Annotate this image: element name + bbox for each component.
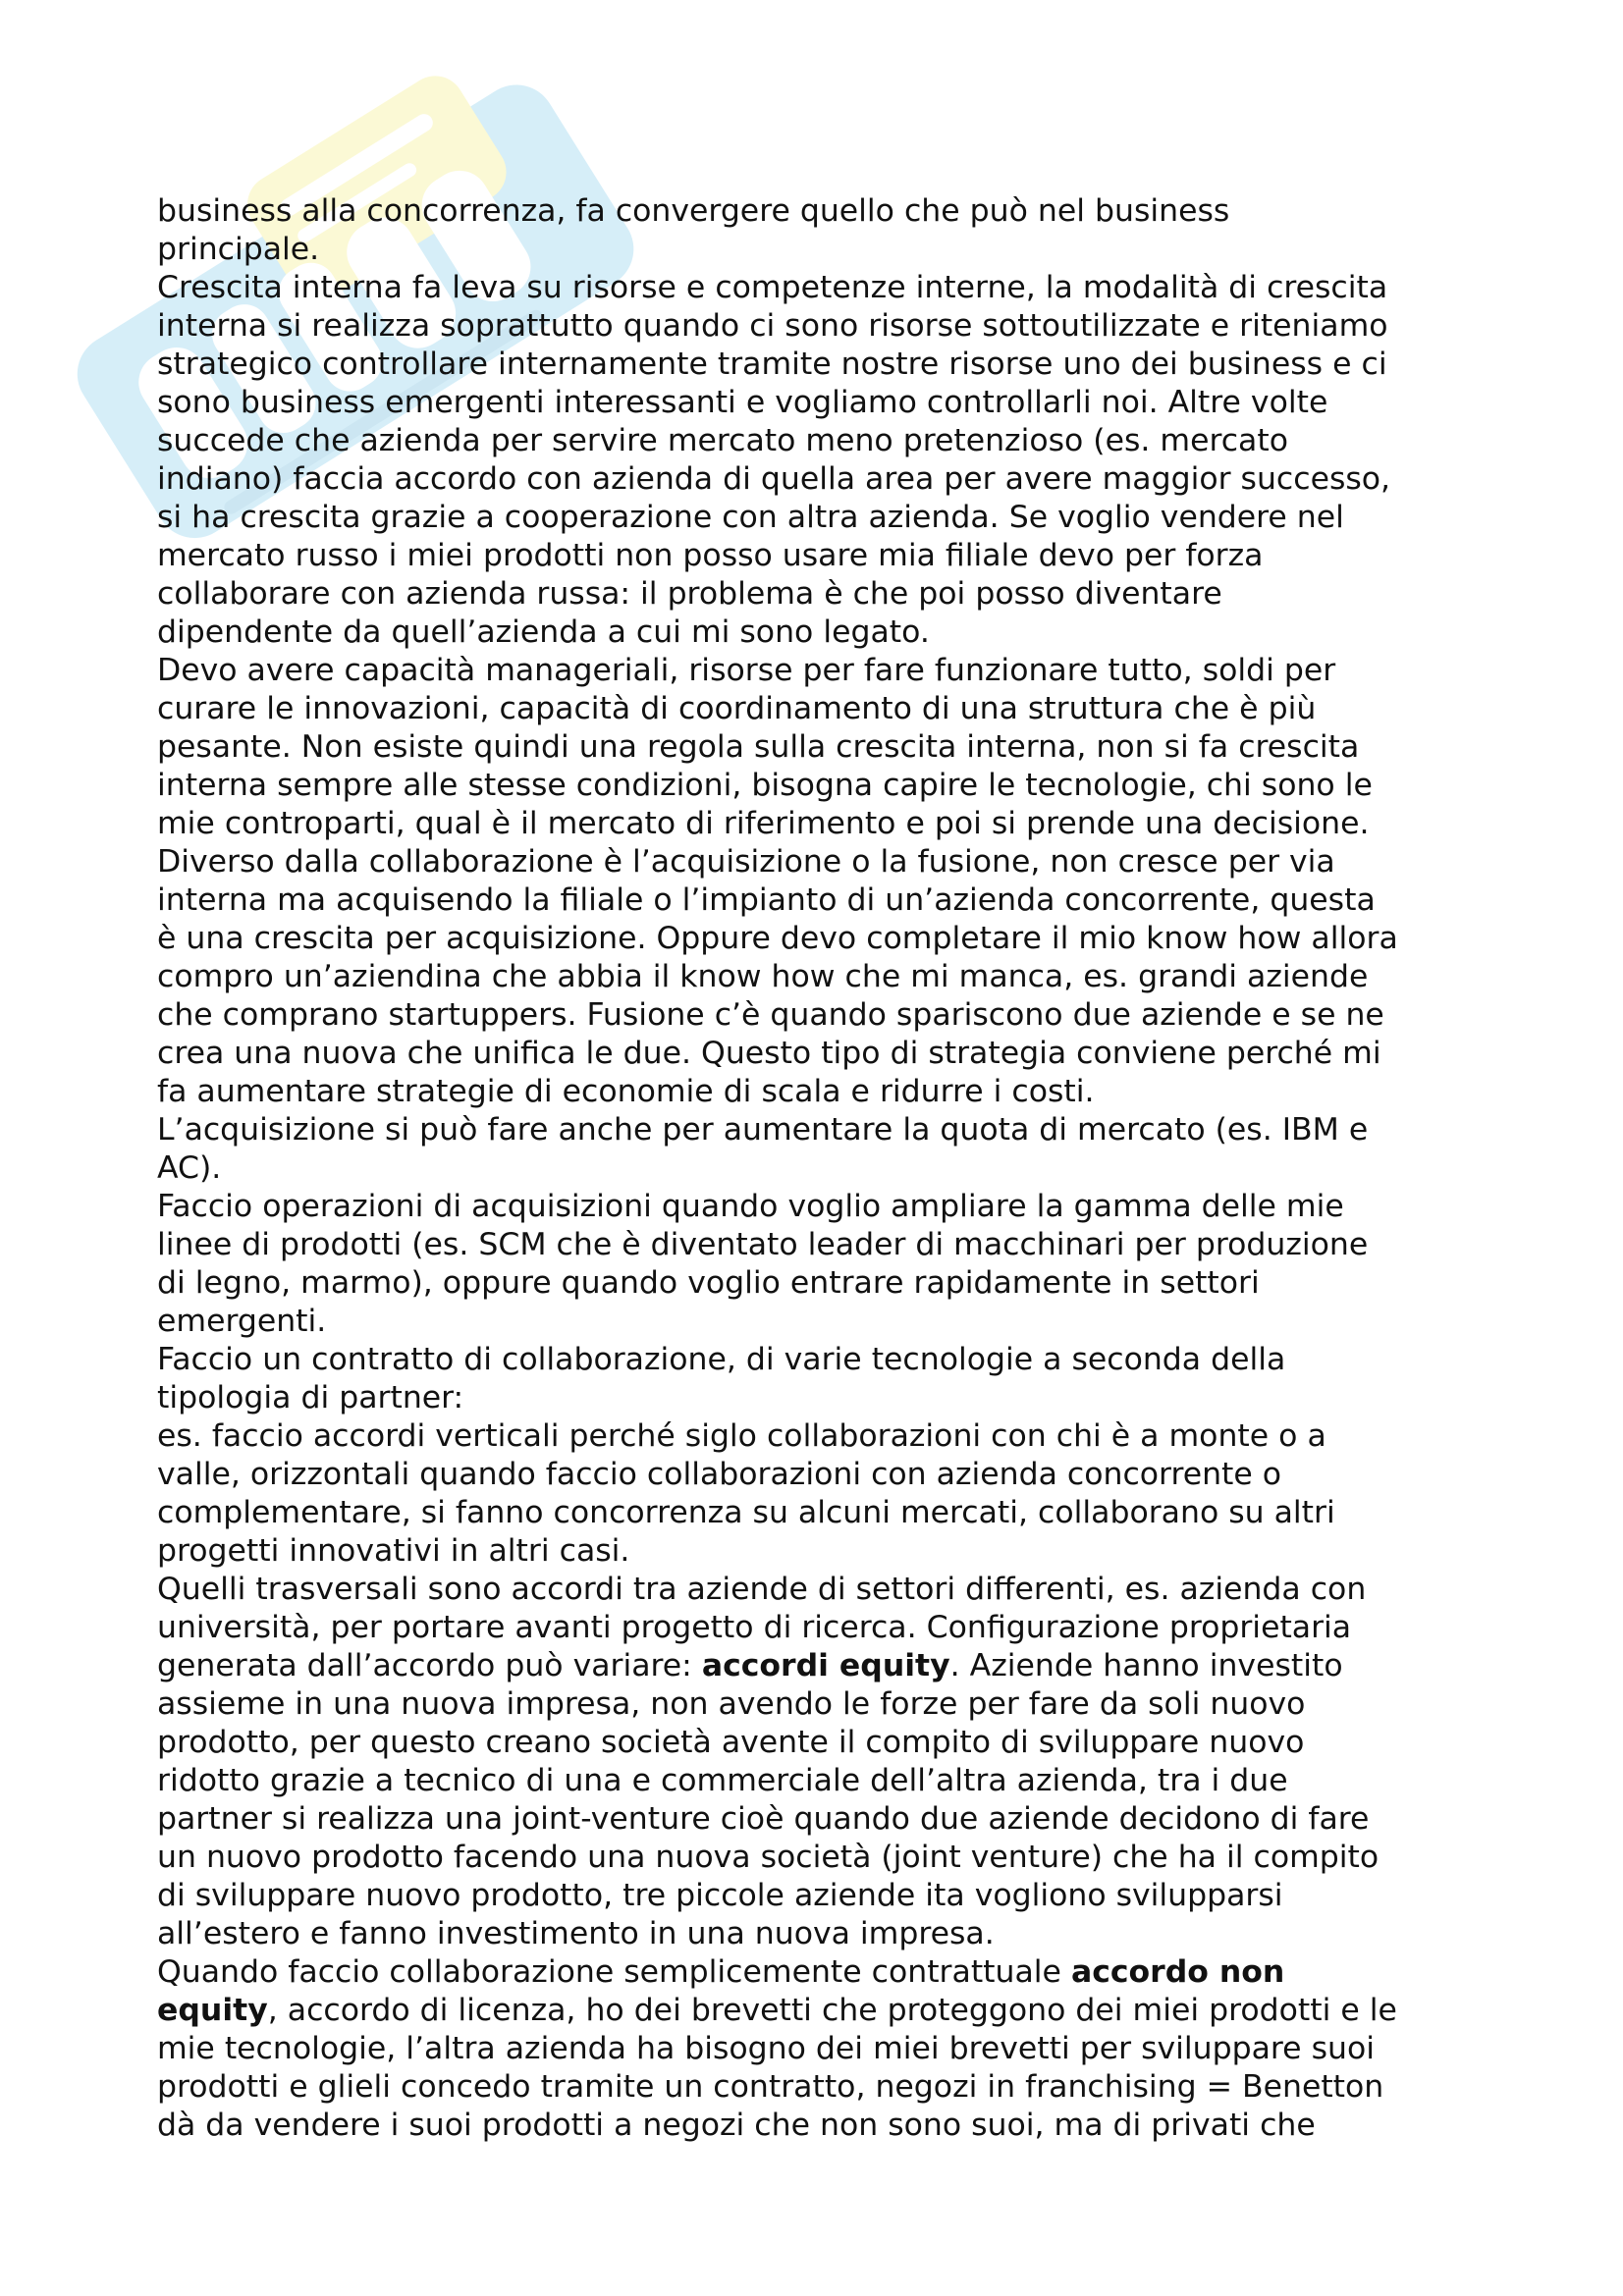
text-line: si ha crescita grazie a cooperazione con altra azienda. Se voglio vendere nel: [157, 500, 1344, 535]
text-line: mie controparti, qual è il mercato di riferimento e poi si prende una decisione.: [157, 806, 1370, 841]
text-line: curare le innovazioni, capacità di coordinamento di una struttura che è più: [157, 691, 1317, 726]
text-line: Faccio un contratto di collaborazione, di varie tecnologie a seconda della: [157, 1342, 1286, 1377]
text-line: Faccio operazioni di acquisizioni quando voglio ampliare la gamma delle mie: [157, 1189, 1344, 1224]
text-line: compro un’aziendina che abbia il know how che mi manca, es. grandi aziende: [157, 959, 1369, 994]
text-segment: generata dall’accordo può variare:: [157, 1648, 702, 1683]
text-line: mie tecnologie, l’altra azienda ha bisogno dei miei brevetti per sviluppare suoi: [157, 2031, 1375, 2066]
bold-term: accordi equity: [701, 1648, 950, 1683]
text-line: prodotti e glieli concedo tramite un contratto, negozi in franchising = Benetton: [157, 2069, 1384, 2105]
text-line: prodotto, per questo creano società avente il compito di sviluppare nuovo: [157, 1725, 1305, 1760]
text-line: valle, orizzontali quando faccio collaborazioni con azienda concorrente o: [157, 1457, 1282, 1492]
text-line: emergenti.: [157, 1304, 327, 1339]
text-line: progetti innovativi in altri casi.: [157, 1533, 630, 1569]
text-segment: . Aziende hanno investito: [949, 1648, 1343, 1683]
text-line: [157, 1647, 1492, 1685]
text-line: interna si realizza soprattutto quando ci sono risorse sottoutilizzate e riteniamo: [157, 308, 1388, 344]
text-line: mercato russo i miei prodotti non posso usare mia filiale devo per forza: [157, 538, 1264, 573]
text-line: università, per portare avanti progetto di ricerca. Configurazione proprietaria: [157, 1610, 1352, 1645]
text-line: fa aumentare strategie di economie di scala e ridurre i costi.: [157, 1074, 1095, 1109]
text-line: dà da vendere i suoi prodotti a negozi che non sono suoi, ma di privati che: [157, 2108, 1316, 2143]
text-line: un nuovo prodotto facendo una nuova società (joint venture) che ha il compito: [157, 1840, 1380, 1875]
text-line: es. faccio accordi verticali perché siglo collaborazioni con chi è a monte o a: [157, 1418, 1326, 1454]
text-segment: , accordo di licenza, ho dei brevetti che proteggono dei miei prodotti e le: [267, 1993, 1397, 2028]
text-line: pesante. Non esiste quindi una regola sulla crescita interna, non si fa crescita: [157, 729, 1360, 765]
text-line: tipologia di partner:: [157, 1380, 464, 1415]
text-line: crea una nuova che unifica le due. Questo tipo di strategia conviene perché mi: [157, 1036, 1381, 1071]
text-line: L’acquisizione si può fare anche per aumentare la quota di mercato (es. IBM e: [157, 1112, 1369, 1148]
text-line: sono business emergenti interessanti e vogliamo controllarli noi. Altre volte: [157, 385, 1328, 420]
bold-term: accordo non: [1070, 1954, 1285, 1990]
text-line: di sviluppare nuovo prodotto, tre piccole aziende ita vogliono svilupparsi: [157, 1878, 1283, 1913]
bold-term: equity: [157, 1993, 268, 2028]
text-line: complementare, si fanno concorrenza su alcuni mercati, collaborano su altri: [157, 1495, 1335, 1530]
text-line: interna ma acquisendo la filiale o l’impianto di un’azienda concorrente, questa: [157, 882, 1376, 918]
text-line: strategico controllare internamente tramite nostre risorse uno dei business e ci: [157, 347, 1387, 382]
text-line: Devo avere capacità manageriali, risorse per fare funzionare tutto, soldi per: [157, 653, 1336, 688]
text-line: succede che azienda per servire mercato meno pretenzioso (es. mercato: [157, 423, 1288, 458]
text-segment: Quando faccio collaborazione semplicemente contrattuale: [157, 1954, 1071, 1990]
text-line: che comprano startuppers. Fusione c’è quando spariscono due aziende e se ne: [157, 997, 1384, 1033]
text-line: principale.: [157, 232, 320, 267]
text-line: collaborare con azienda russa: il problema è che poi posso diventare: [157, 576, 1222, 612]
text-line: di legno, marmo), oppure quando voglio entrare rapidamente in settori: [157, 1265, 1260, 1301]
text-line: Crescita interna fa leva su risorse e competenze interne, la modalità di crescita: [157, 270, 1388, 305]
text-line: è una crescita per acquisizione. Oppure devo completare il mio know how allora: [157, 921, 1398, 956]
text-line: interna sempre alle stesse condizioni, bisogna capire le tecnologie, chi sono le: [157, 768, 1373, 803]
text-line: linee di prodotti (es. SCM che è diventato leader di macchinari per produzione: [157, 1227, 1369, 1262]
text-line: Diverso dalla collaborazione è l’acquisizione o la fusione, non cresce per via: [157, 844, 1335, 880]
text-line: [157, 1992, 1492, 2030]
text-line: assieme in una nuova impresa, non avendo le forze per fare da soli nuovo: [157, 1686, 1306, 1722]
text-line: indiano) faccia accordo con azienda di quella area per avere maggior successo,: [157, 461, 1391, 497]
text-line: partner si realizza una joint-venture cioè quando due aziende decidono di fare: [157, 1801, 1370, 1837]
text-line: ridotto grazie a tecnico di una e commerciale dell’altra azienda, tra i due: [157, 1763, 1288, 1798]
text-line: all’estero e fanno investimento in una nuova impresa.: [157, 1916, 995, 1951]
text-line: [157, 1953, 1492, 1992]
text-line: dipendente da quell’azienda a cui mi sono legato.: [157, 614, 930, 650]
text-line: AC).: [157, 1150, 222, 1186]
document-body: [157, 192, 1492, 2145]
text-line: Quelli trasversali sono accordi tra aziende di settori differenti, es. azienda con: [157, 1572, 1367, 1607]
text-line: business alla concorrenza, fa convergere quello che può nel business: [157, 193, 1230, 229]
